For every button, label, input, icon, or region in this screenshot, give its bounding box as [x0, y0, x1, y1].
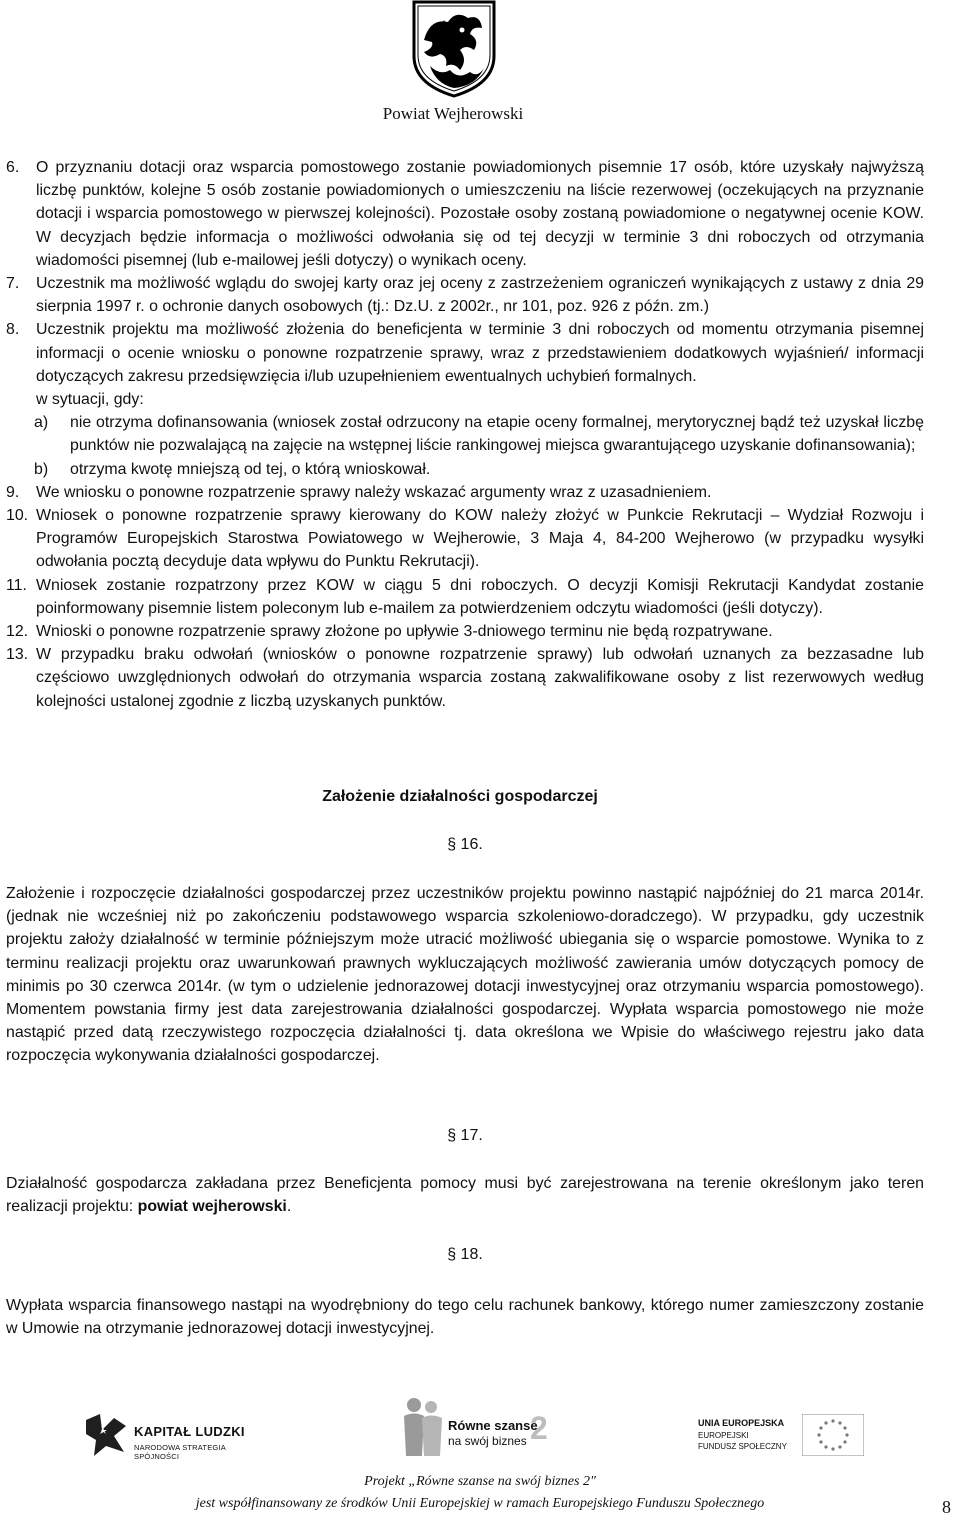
ue-line3: FUNDUSZ SPOŁECZNY: [698, 1442, 787, 1451]
section-heading: Założenie działalności gospodarczej: [322, 788, 598, 805]
paragraph-16-text: Założenie i rozpoczęcie działalności gospodarczej przez uczestników projektu powinno nastąpić najpóźniej do 21 marca 2014r. (jednak nie wcześniej niż po zakończeniu podstawowego wsparcia szkoleniowo-doradczego). W przypadku, gdy uczestnik projektu założy działalność w terminie późniejszym może utracić możliwość ubiegania się o wsparcie pomostowe. Wynika to z terminu realizacji projektu oraz uwarunkowań prawnych wykluczających możliwość zawierania umów dotyczących pomocy de minimis po 30 czerwca 2014r. (w tym o udzielenie jednorazowej dotacji inwestycyjnej oraz otrzymaniu wsparcia pomostowego). Momentem powstania firmy jest data zarejestrowania działalności gospodarczej. Wypłata wsparcia pomostowego nie może nastąpić przed datą rzeczywistego rozpoczęcia działalności tj. data określona we Wpisie do właściwego rejestru jako data rozpoczęcia wykonywania działalności gospodarczej.: [6, 885, 924, 1065]
list-item: [6, 272, 924, 318]
list-item: [6, 574, 924, 620]
item-text: Uczestnik projektu ma możliwość złożenia do beneficjenta w terminie 3 dni roboczych od momentu otrzymania pisemnej informacji o ocenie wniosku o ponowne rozpatrzenie sprawy, wraz z przedstawieniem dodatkowych wyjaśnień/ informacji dotyczących zakresu przedsięwzięcia i/lub uzupełnieniem ewentualnych uchybień formalnych.: [36, 321, 924, 385]
sub-item-text: nie otrzyma dofinansowania (wniosek został odrzucony na etapie oceny formalnej, merytorycznej bądź też uzyskał liczbę punktów nie pozwalającą na zajęcie na wstępnej liście rankingowej miejsca gwarantującego uzyskanie dofinansowania);: [70, 414, 924, 455]
list-item: [6, 643, 924, 713]
page-number: 8: [942, 1497, 951, 1517]
ue-line1: UNIA EUROPEJSKA: [698, 1418, 785, 1428]
item-text: W przypadku braku odwołań (wniosków o ponowne rozpatrzenie sprawy) lub odwołań uznanych za bezzasadne lub częściowo uwzględnionych odwołań do otrzymania wsparcia zostaną zakwalifikowane osoby z list rezerwowych według kolejności ustalonej zgodnie z liczbą uzyskanych punktów.: [36, 646, 924, 710]
paragraph-17-text: [6, 1172, 924, 1218]
rowne-szanse-logo: [398, 1396, 558, 1458]
sub-item-text: otrzyma kwotę mniejszą od tej, o którą wnioskował.: [70, 460, 431, 478]
eu-logo: [698, 1414, 898, 1460]
people-silhouette-icon: [398, 1396, 446, 1458]
county-crest-icon: [410, 0, 498, 98]
paragraph-17-end: .: [286, 1198, 292, 1216]
eu-flag-icon: [802, 1414, 864, 1456]
sub-item-letter: b): [34, 460, 49, 478]
rules-list: [6, 156, 924, 713]
list-item: [6, 504, 924, 574]
item-text: We wniosku o ponowne rozpatrzenie sprawy należy wskazać argumenty wraz z uzasadnieniem.: [36, 483, 712, 501]
item-text: Wniosek o ponowne rozpatrzenie sprawy kierowany do KOW należy złożyć w Punkcie Rekrutacji – Wydział Rozwoju i Programów Europejskich Starostwa Powiatowego w Wejherowie, 3 Maja 4, 84-200 Wejherowo (w przypadku wysyłki odwołania pocztą decyduje data wpływu do Punktu Rekrutacji).: [36, 507, 924, 571]
item-text: Wnioski o ponowne rozpatrzenie sprawy złożone po upływie 3-dniowego terminu nie będą rozpatrywane.: [36, 623, 773, 641]
paragraph-17-area: powiat wejherowski: [137, 1198, 287, 1216]
kapital-ludzki-logo: [84, 1412, 264, 1461]
kl-title: KAPITAŁ LUDZKI: [134, 1424, 245, 1439]
item-number: 11.: [6, 576, 27, 594]
item-text: O przyznaniu dotacji oraz wsparcia pomostowego zostanie powiadomionych pisemnie 17 osób, które uzyskały najwyższą liczbę punktów, kolejne 5 osób zostanie powiadomionych o umieszczeniu na liście rezerwowej (oczekujących na przyznanie dotacji i wsparcia pomostowego w pierwszej kolejności). Pozostałe osoby zostaną powiadomione o negatywnej ocenie KOW. W decyzjach będzie informacja o możliwości odwołania się od tej decyzji w terminie 3 dni roboczych od otrzymania wiadomości pisemnej (lub e-mailowej jeśli dotyczy) o wynikach oceny.: [36, 159, 924, 269]
situation-intro: w sytuacji, gdy:: [36, 391, 144, 409]
rs-line2: na swój biznes: [448, 1434, 527, 1448]
item-number: 6.: [6, 159, 20, 176]
project-line: Projekt „Równe szanse na swój biznes 2": [364, 1474, 596, 1489]
sub-item: [6, 411, 924, 457]
rs-line1: Równe szanse: [448, 1418, 538, 1433]
paragraph-18-text: Wypłata wsparcia finansowego nastąpi na wyodrębniony do tego celu rachunek bankowy, którego numer zamieszczony zostanie w Umowie na otrzymanie jednorazowej dotacji inwestycyjnej.: [6, 1297, 924, 1338]
paragraph-18-sign: § 18.: [447, 1246, 483, 1263]
paragraph-16-sign: § 16.: [447, 836, 483, 853]
list-item: [6, 318, 924, 388]
county-name: Powiat Wejherowski: [382, 104, 524, 123]
paragraph-17-sign: § 17.: [447, 1127, 483, 1144]
sub-item-letter: a): [34, 414, 49, 432]
ue-line2: EUROPEJSKI: [698, 1431, 749, 1440]
item-number: 9.: [6, 483, 20, 501]
list-item: [6, 620, 924, 643]
cofinance-line: jest współfinansowany ze środków Unii Europejskiej w ramach Europejskiego Funduszu Społecznego: [195, 1496, 765, 1511]
item-number: 8.: [6, 321, 20, 339]
paragraph-17-body: Działalność gospodarcza zakładana przez Beneficjenta pomocy musi być zarejestrowana na terenie określonym jako teren realizacji projektu:: [6, 1175, 924, 1216]
sub-item: [6, 458, 924, 481]
kapital-ludzki-icon: [84, 1412, 128, 1458]
item-number: 13.: [6, 646, 29, 664]
item-number: 7.: [6, 275, 20, 293]
item-text: Uczestnik ma możliwość wglądu do swojej karty oraz jej oceny z zastrzeżeniem ograniczeń wynikających z ustawy z dnia 29 sierpnia 1997 r. o ochronie danych osobowych (tj.: Dz.U. z 2002r., nr 101, poz. 926 z późn. zm.): [36, 275, 924, 316]
item-text: Wniosek zostanie rozpatrzony przez KOW w ciągu 5 dni roboczych. O decyzji Komisji Rekrutacji Kandydat zostanie poinformowany pisemnie listem poleconym lub e-mailem za potwierdzeniem odczytu wiadomości (jeśli dotyczy).: [36, 576, 924, 617]
kl-subtitle: NARODOWA STRATEGIA SPÓJNOŚCI: [134, 1443, 226, 1461]
item-number: 12.: [6, 623, 29, 641]
list-item: [6, 156, 924, 272]
list-item: [6, 481, 924, 504]
rs-number: 2: [530, 1410, 548, 1446]
item-number: 10.: [6, 507, 29, 525]
